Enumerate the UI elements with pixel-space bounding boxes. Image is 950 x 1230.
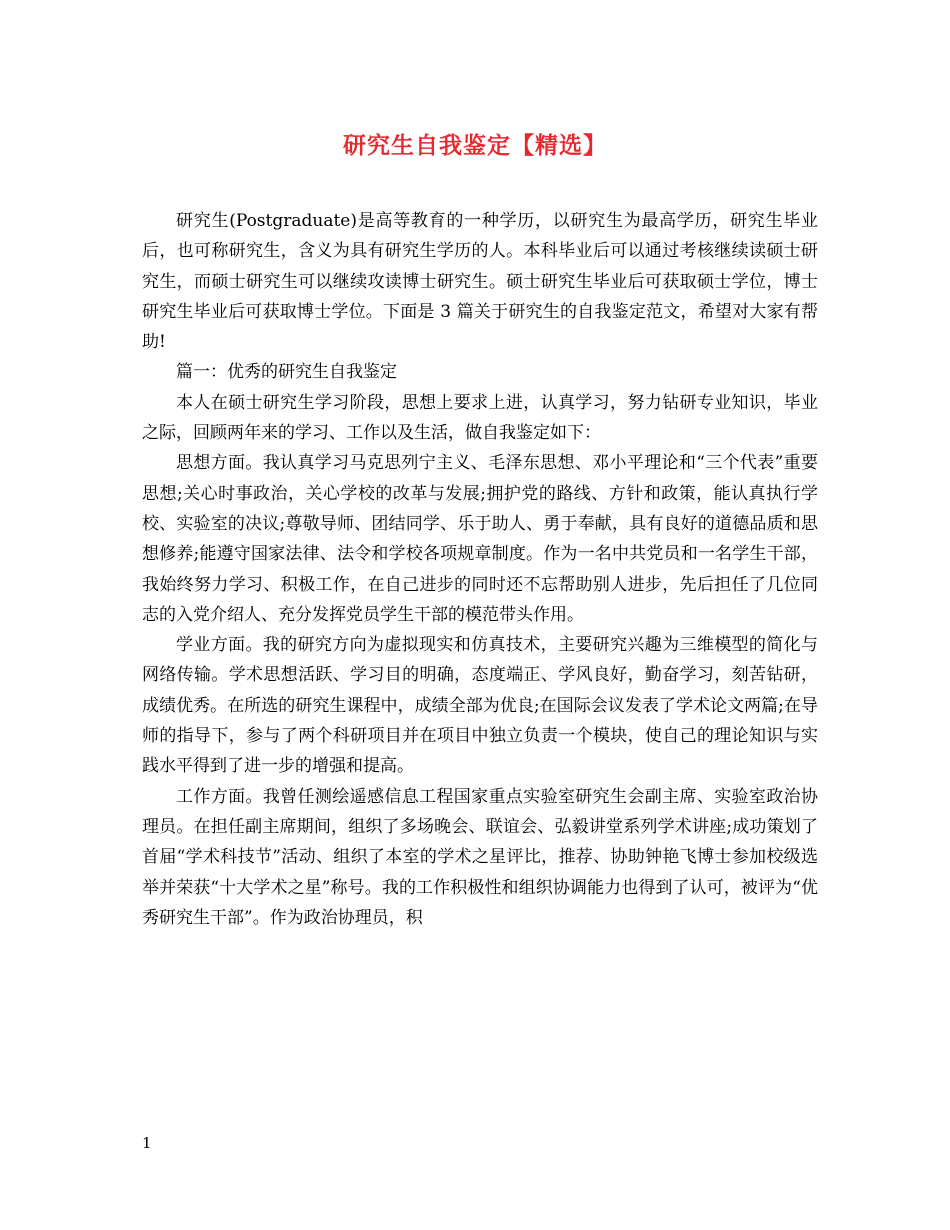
- body-paragraph: 思想方面。我认真学习马克思列宁主义、毛泽东思想、邓小平理论和“三个代表”重要思想;关心时事政治，关心学校的改革与发展;拥护党的路线、方针和政策，能认真执行学校、实验室的决议;尊敬导师、团结同学、乐于助人、勇于奉献，具有良好的道德品质和思想修养;能遵守国家法律、法令和学校各项规章制度。作为一名中共党员和一名学生干部，我始终努力学习、积极工作，在自己进步的同时还不忘帮助别人进步，先后担任了几位同志的入党介绍人、充分发挥党员学生干部的模范带头作用。: [142, 453, 818, 625]
- document-body: [142, 206, 818, 933]
- intro-paragraph: 研究生(Postgraduate)是高等教育的一种学历，以研究生为最高学历，研究生毕业后，也可称研究生，含义为具有研究生学历的人。本科毕业后可以通过考核继续读硕士研究生，而硕士研究生可以继续攻读博士研究生。硕士研究生毕业后可获取硕士学位，博士研究生毕业后可获取博士学位。下面是 3 篇关于研究生的自我鉴定范文，希望对大家有帮助!: [142, 211, 818, 353]
- body-paragraph: 学业方面。我的研究方向为虚拟现实和仿真技术，主要研究兴趣为三维模型的简化与网络传输。学术思想活跃、学习目的明确，态度端正、学风良好，勤奋学习，刻苦钻研，成绩优秀。在所选的研究生课程中，成绩全部为优良;在国际会议发表了学术论文两篇;在导师的指导下，参与了两个科研项目并在项目中独立负责一个模块，使自己的理论知识与实践水平得到了进一步的增强和提高。: [142, 635, 818, 777]
- body-paragraph: 工作方面。我曾任测绘遥感信息工程国家重点实验室研究生会副主席、实验室政治协理员。在担任副主席期间，组织了多场晚会、联谊会、弘毅讲堂系列学术讲座;成功策划了首届“学术科技节”活动、组织了本室的学术之星评比，推荐、协助钟艳飞博士参加校级选举并荣获“十大学术之星”称号。我的工作积极性和组织协调能力也得到了认可，被评为“优秀研究生干部”。作为政治协理员，积: [142, 786, 818, 928]
- section-heading: 篇一：优秀的研究生自我鉴定: [176, 362, 397, 383]
- document-title: 研究生自我鉴定【精选】: [343, 132, 607, 159]
- body-paragraph: 本人在硕士研究生学习阶段，思想上要求上进，认真学习，努力钻研专业知识，毕业之际，回顾两年来的学习、工作以及生活，做自我鉴定如下：: [142, 392, 818, 444]
- page-number: 1: [142, 1134, 152, 1152]
